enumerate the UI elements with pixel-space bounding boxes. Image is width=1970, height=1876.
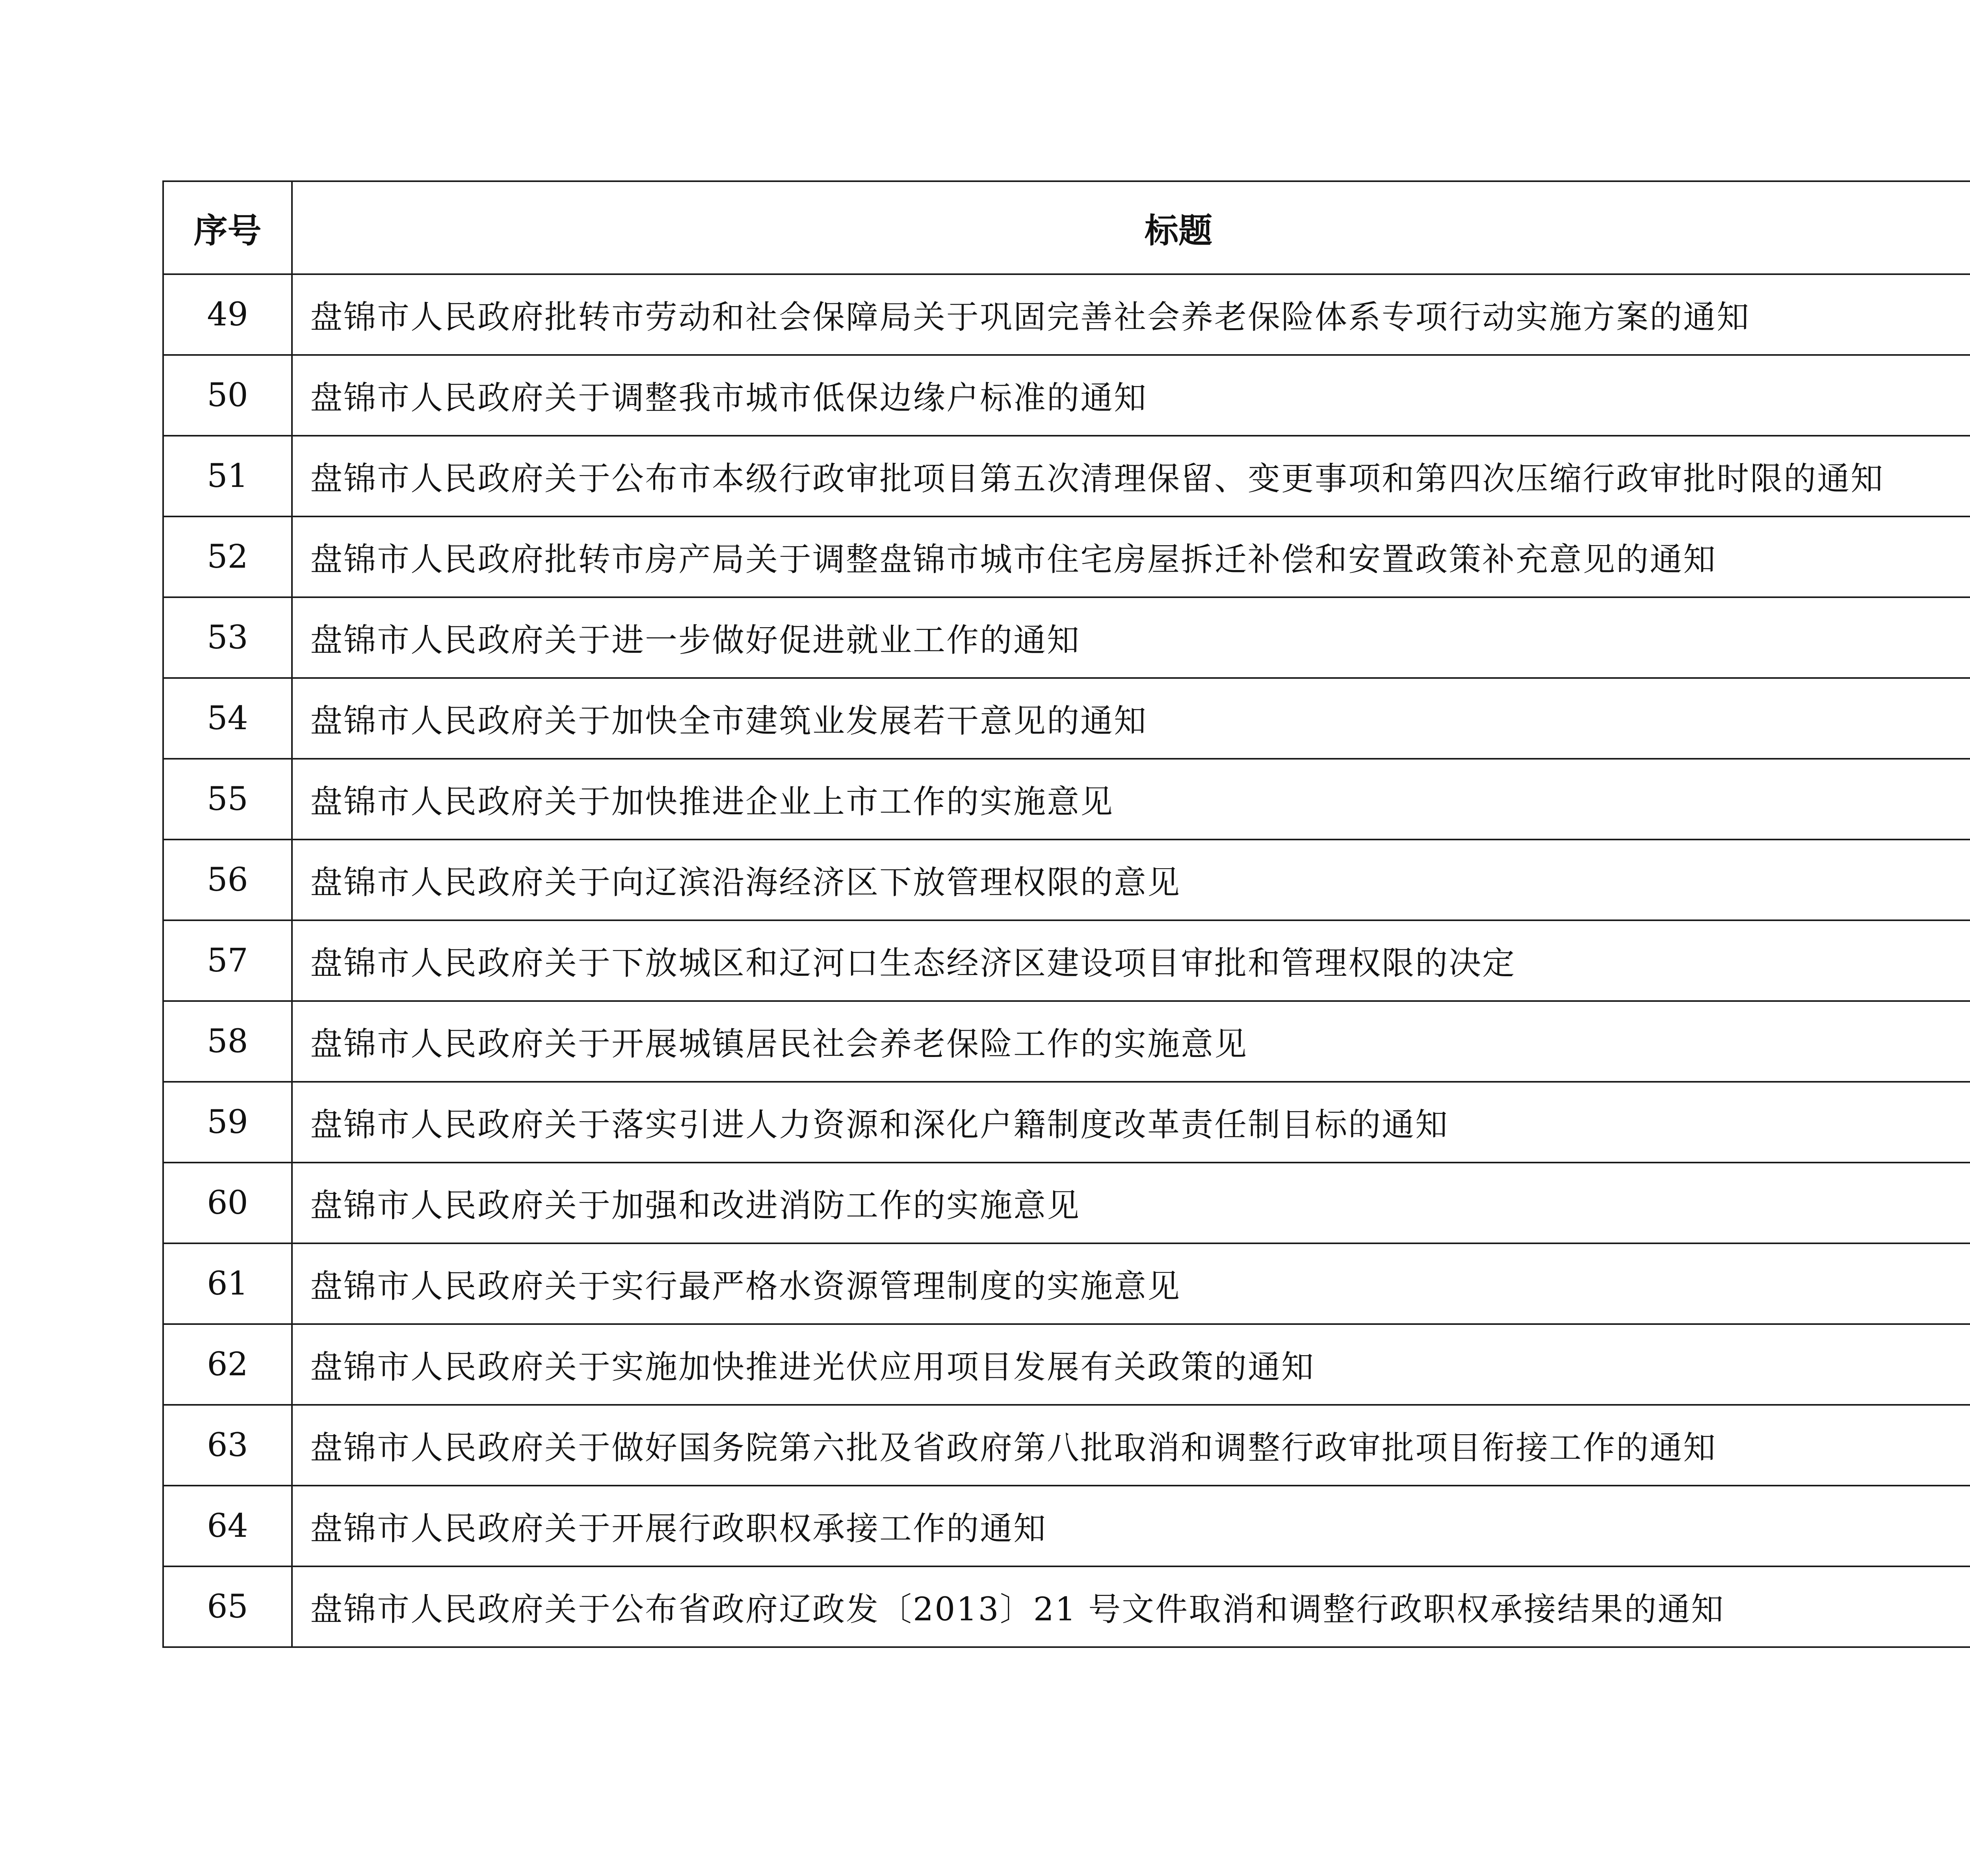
row-serial-number: 58 <box>163 1001 292 1082</box>
table-row <box>163 1566 1970 1647</box>
row-title: 盘锦市人民政府关于落实引进人力资源和深化户籍制度改革责任制目标的通知 <box>292 1082 1970 1163</box>
row-serial-number: 50 <box>163 355 292 436</box>
row-serial-number: 56 <box>163 840 292 920</box>
row-title: 盘锦市人民政府关于做好国务院第六批及省政府第八批取消和调整行政审批项目衔接工作的通知 <box>292 1405 1970 1486</box>
row-title: 盘锦市人民政府批转市房产局关于调整盘锦市城市住宅房屋拆迁补偿和安置政策补充意见的通知 <box>292 516 1970 597</box>
row-title: 盘锦市人民政府批转市劳动和社会保障局关于巩固完善社会养老保险体系专项行动实施方案的通知 <box>292 274 1970 355</box>
row-title: 盘锦市人民政府关于加快推进企业上市工作的实施意见 <box>292 759 1970 840</box>
table-body <box>163 274 1970 1647</box>
row-serial-number: 65 <box>163 1566 292 1647</box>
table-row <box>163 1405 1970 1486</box>
row-title: 盘锦市人民政府关于实施加快推进光伏应用项目发展有关政策的通知 <box>292 1324 1970 1405</box>
row-title: 盘锦市人民政府关于开展行政职权承接工作的通知 <box>292 1486 1970 1566</box>
row-serial-number: 63 <box>163 1405 292 1486</box>
row-serial-number: 64 <box>163 1486 292 1566</box>
row-title: 盘锦市人民政府关于调整我市城市低保边缘户标准的通知 <box>292 355 1970 436</box>
row-title: 盘锦市人民政府关于开展城镇居民社会养老保险工作的实施意见 <box>292 1001 1970 1082</box>
row-serial-number: 61 <box>163 1243 292 1324</box>
table-row <box>163 840 1970 920</box>
table-header-row <box>163 181 1970 274</box>
row-title: 盘锦市人民政府关于实行最严格水资源管理制度的实施意见 <box>292 1243 1970 1324</box>
table-row <box>163 597 1970 678</box>
table-header <box>163 181 1970 274</box>
table-row <box>163 516 1970 597</box>
table-row <box>163 355 1970 436</box>
row-serial-number: 62 <box>163 1324 292 1405</box>
table-row <box>163 1163 1970 1243</box>
header-serial-number: 序号 <box>163 181 292 274</box>
header-title: 标题 <box>292 181 1970 274</box>
row-serial-number: 51 <box>163 436 292 516</box>
row-title: 盘锦市人民政府关于公布市本级行政审批项目第五次清理保留、变更事项和第四次压缩行政审批时限的通知 <box>292 436 1970 516</box>
row-title: 盘锦市人民政府关于公布省政府辽政发〔2013〕21 号文件取消和调整行政职权承接结果的通知 <box>292 1566 1970 1647</box>
row-serial-number: 59 <box>163 1082 292 1163</box>
row-title: 盘锦市人民政府关于进一步做好促进就业工作的通知 <box>292 597 1970 678</box>
table-row <box>163 920 1970 1001</box>
table-row <box>163 436 1970 516</box>
row-serial-number: 49 <box>163 274 292 355</box>
table-row <box>163 1486 1970 1566</box>
table-row <box>163 678 1970 759</box>
table-row <box>163 1243 1970 1324</box>
row-serial-number: 54 <box>163 678 292 759</box>
table-row <box>163 1001 1970 1082</box>
table-row <box>163 274 1970 355</box>
row-serial-number: 53 <box>163 597 292 678</box>
row-serial-number: 52 <box>163 516 292 597</box>
row-title: 盘锦市人民政府关于加快全市建筑业发展若干意见的通知 <box>292 678 1970 759</box>
row-serial-number: 57 <box>163 920 292 1001</box>
row-title: 盘锦市人民政府关于向辽滨沿海经济区下放管理权限的意见 <box>292 840 1970 920</box>
row-title: 盘锦市人民政府关于加强和改进消防工作的实施意见 <box>292 1163 1970 1243</box>
row-serial-number: 60 <box>163 1163 292 1243</box>
row-title: 盘锦市人民政府关于下放城区和辽河口生态经济区建设项目审批和管理权限的决定 <box>292 920 1970 1001</box>
row-serial-number: 55 <box>163 759 292 840</box>
table-row <box>163 1324 1970 1405</box>
table-row <box>163 1082 1970 1163</box>
table-row <box>163 759 1970 840</box>
document-table <box>162 180 1970 1648</box>
